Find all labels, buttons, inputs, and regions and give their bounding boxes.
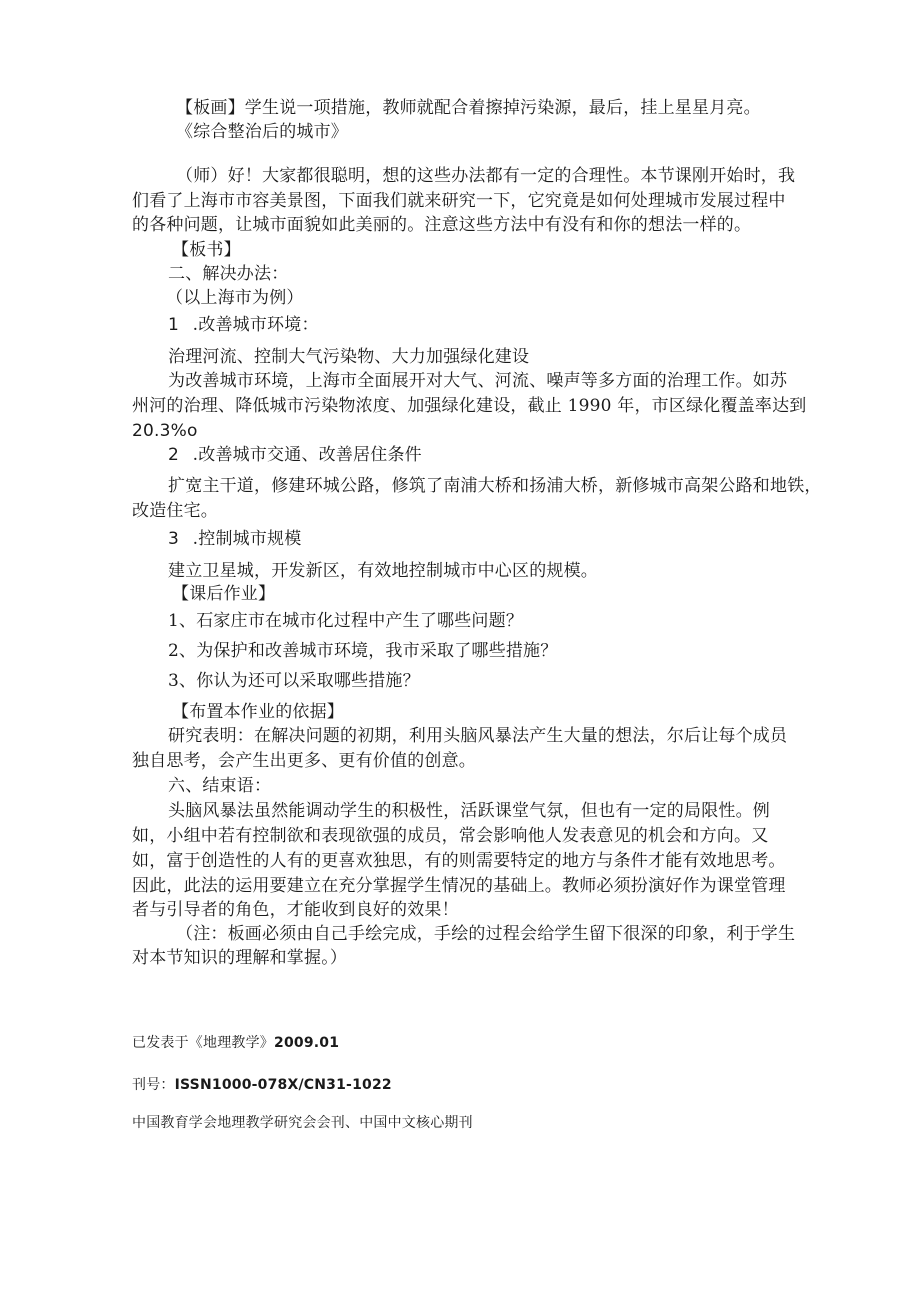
issn-prefix: 刊号： xyxy=(132,1077,175,1093)
board-drawing-title: 《综合整治后的城市》 xyxy=(176,122,348,142)
homework-label: 【课后作业】 xyxy=(172,584,276,604)
published-prefix: 已发表于《地理教学》 xyxy=(132,1035,274,1051)
item-3-title: .控制城市规模 xyxy=(192,529,302,549)
note-line-2: 对本节知识的理解和掌握。） xyxy=(132,948,348,968)
basis-label: 【布置本作业的依据】 xyxy=(172,702,344,722)
conclusion-line-3: 如，富于创造性的人有的更喜欢独思，有的则需要特定的地方与条件才能有效地思考。 xyxy=(132,851,786,871)
note-line-1: （注：板画必须由自己手绘完成，手绘的过程会给学生留下很深的印象，利于学生 xyxy=(176,924,796,944)
item-1-number: 1 xyxy=(168,315,180,335)
item-2-detail-1: 扩宽主干道，修建环城公路，修筑了南浦大桥和扬浦大桥，新修城市高架公路和地铁， xyxy=(168,476,822,496)
item-2-detail-2: 改造住宅。 xyxy=(132,501,218,521)
teacher-line-3: 的各种问题，让城市面貌如此美丽的。注意这些方法中有没有和你的想法一样的。 xyxy=(132,215,752,235)
teacher-line-1: （师）好！大家都很聪明，想的这些办法都有一定的合理性。本节课刚开始时，我 xyxy=(176,166,796,186)
conclusion-line-1: 头脑风暴法虽然能调动学生的积极性，活跃课堂气氛，但也有一定的局限性。例 xyxy=(168,801,770,821)
board-drawing-note: 【板画】学生说一项措施，教师就配合着擦掉污染源，最后，挂上星星月亮。 xyxy=(176,98,761,118)
solutions-heading: 二、解决办法： xyxy=(168,264,289,284)
item-3-heading xyxy=(168,527,301,551)
published-issue: 2009.01 xyxy=(274,1035,340,1051)
basis-line-2: 独自思考，会产生出更多、更有价值的创意。 xyxy=(132,751,476,771)
homework-item-1: 1、石家庄市在城市化过程中产生了哪些问题？ xyxy=(168,611,524,631)
item-2-title: .改善城市交通、改善居住条件 xyxy=(192,445,422,465)
item-1-detail-1: 为改善城市环境，上海市全面展开对大气、河流、噪声等多方面的治理工作。如苏 xyxy=(168,371,788,391)
teacher-line-2: 们看了上海市市容美景图，下面我们就来研究一下，它究竟是如何处理城市发展过程中 xyxy=(132,191,786,211)
conclusion-line-5: 者与引导者的角色，才能收到良好的效果！ xyxy=(132,900,459,920)
item-2-heading xyxy=(168,443,422,467)
basis-line-1: 研究表明：在解决问题的初期，利用头脑风暴法产生大量的想法，尔后让每个成员 xyxy=(168,726,788,746)
item-1-summary: 治理河流、控制大气污染物、大力加强绿化建设 xyxy=(168,347,530,367)
issn-line xyxy=(132,1073,392,1097)
item-1-heading xyxy=(168,313,319,337)
solutions-example: （以上海市为例） xyxy=(166,288,304,308)
item-3-detail: 建立卫星城，开发新区，有效地控制城市中心区的规模。 xyxy=(168,561,598,581)
conclusion-line-4: 因此，此法的运用要建立在充分掌握学生情况的基础上。教师必须扮演好作为课堂管理 xyxy=(132,876,786,896)
item-3-number: 3 xyxy=(168,529,180,549)
conclusion-line-2: 如，小组中若有控制欲和表现欲强的成员，常会影响他人发表意见的机会和方向。又 xyxy=(132,826,769,846)
homework-item-2: 2、为保护和改善城市环境，我市采取了哪些措施？ xyxy=(168,641,558,661)
item-1-detail-3: 20.3%o xyxy=(132,421,198,441)
item-2-number: 2 xyxy=(168,445,180,465)
item-1-detail-2: 州河的治理、降低城市污染物浓度、加强绿化建设，截止 1990 年，市区绿化覆盖率达到 xyxy=(132,396,807,416)
item-1-title: .改善城市环境： xyxy=(192,315,319,335)
board-writing-label: 【板书】 xyxy=(172,240,241,260)
published-line xyxy=(132,1031,339,1055)
conclusion-heading: 六、结束语： xyxy=(168,776,272,796)
homework-item-3: 3、你认为还可以采取哪些措施？ xyxy=(168,671,420,691)
issn-number: ISSN1000-078X/CN31-1022 xyxy=(174,1077,392,1093)
journal-description: 中国教育学会地理教学研究会会刊、中国中文核心期刊 xyxy=(132,1115,473,1131)
